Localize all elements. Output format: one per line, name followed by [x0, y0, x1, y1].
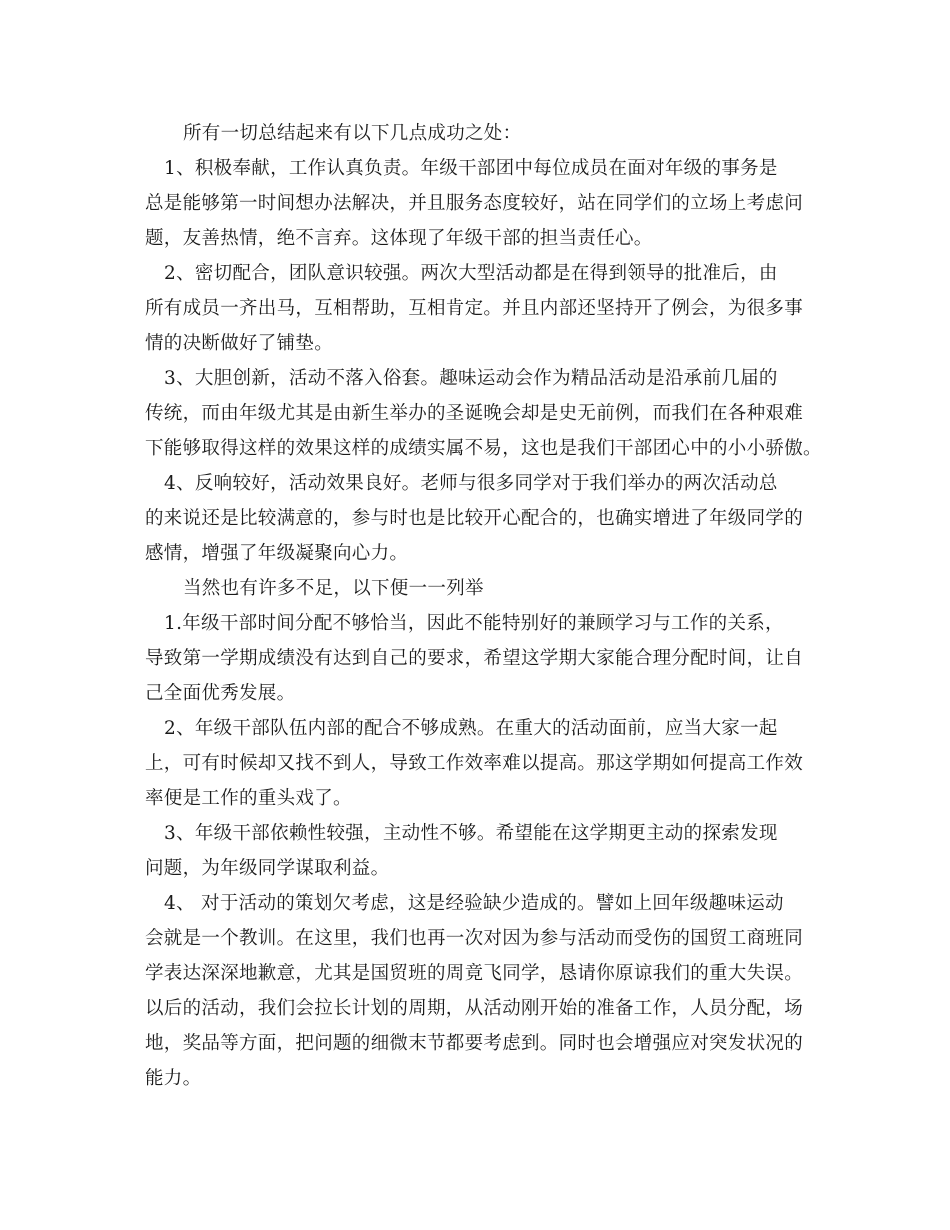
text-line: 2、密切配合，团队意识较强。两次大型活动都是在得到领导的批准后，由 [164, 263, 778, 284]
text-line: 导致第一学期成绩没有达到自己的要求，希望这学期大家能合理分配时间，让自 [145, 648, 804, 669]
text-line: 下能够取得这样的效果这样的成绩实属不易，这也是我们干部团心中的小小骄傲。 [145, 438, 822, 459]
text-line: 的来说还是比较满意的，参与时也是比较开心配合的，也确实增进了年级同学的 [145, 508, 804, 529]
text-line: 所有成员一齐出马，互相帮助，互相肯定。并且内部还坚持开了例会，为很多事 [145, 298, 804, 319]
text-line: 3、大胆创新，活动不落入俗套。趣味运动会作为精品活动是沿承前几届的 [164, 368, 778, 389]
text-line: 总是能够第一时间想办法解决，并且服务态度较好，站在同学们的立场上考虑问 [145, 193, 804, 214]
text-line: 学表达深深地歉意，尤其是国贸班的周竟飞同学，恳请你原谅我们的重大失误。 [145, 963, 804, 984]
text-line: 1、积极奉献，工作认真负责。年级干部团中每位成员在面对年级的事务是 [164, 158, 778, 179]
text-line: 会就是一个教训。在这里，我们也再一次对因为参与活动而受伤的国贸工商班同 [145, 928, 804, 949]
text-line: 己全面优秀发展。 [145, 683, 296, 704]
text-line: 能力。 [145, 1068, 202, 1089]
text-line: 1.年级干部时间分配不够恰当，因此不能特别好的兼顾学习与工作的关系， [164, 613, 784, 634]
text-line: 地，奖品等方面，把问题的细微末节都要考虑到。同时也会增强应对突发状况的 [145, 1033, 804, 1054]
text-line: 3、年级干部依赖性较强，主动性不够。希望能在这学期更主动的探索发现 [164, 823, 778, 844]
text-line: 率便是工作的重头戏了。 [145, 788, 352, 809]
text-line: 当然也有许多不足，以下便一一列举 [183, 578, 484, 599]
text-line: 4、 对于活动的策划欠考虑，这是经验缺少造成的。譬如上回年级趣味运动 [164, 893, 784, 914]
text-line: 4、反响较好，活动效果良好。老师与很多同学对于我们举办的两次活动总 [164, 473, 778, 494]
text-line: 传统，而由年级尤其是由新生举办的圣诞晚会却是史无前例，而我们在各种艰难 [145, 403, 804, 424]
text-line: 以后的活动，我们会拉长计划的周期，从活动刚开始的准备工作，人员分配，场 [145, 998, 804, 1019]
text-line: 所有一切总结起来有以下几点成功之处： [183, 123, 522, 144]
text-line: 2、年级干部队伍内部的配合不够成熟。在重大的活动面前，应当大家一起 [164, 718, 778, 739]
text-line: 题，友善热情，绝不言弃。这体现了年级干部的担当责任心。 [145, 228, 653, 249]
text-line: 问题，为年级同学谋取利益。 [145, 858, 390, 879]
text-line: 上，可有时候却又找不到人，导致工作效率难以提高。那这学期如何提高工作效 [145, 753, 804, 774]
text-line: 感情，增强了年级凝聚向心力。 [145, 543, 409, 564]
text-line: 情的决断做好了铺垫。 [145, 333, 334, 354]
